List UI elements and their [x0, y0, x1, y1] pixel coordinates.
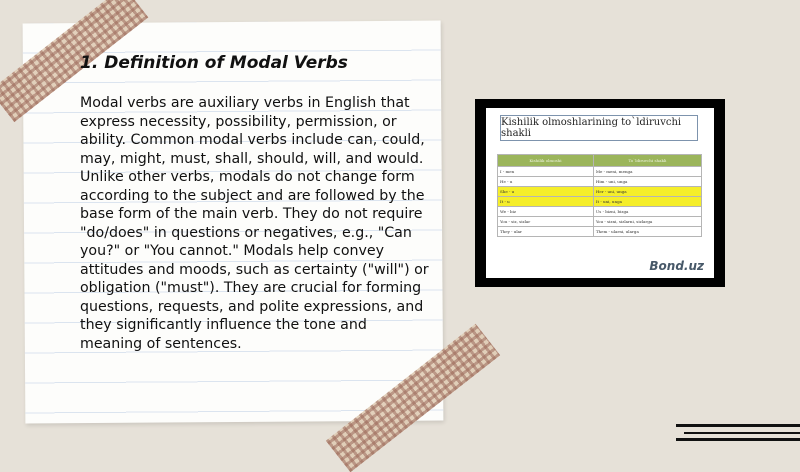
table-header-cell: To`ldiruvchi shakli [593, 155, 701, 167]
decorative-lines [676, 424, 800, 444]
table-cell: He - u [498, 177, 594, 187]
decorative-line [684, 432, 800, 434]
watermark-logo: Bond.uz [649, 259, 704, 273]
table-cell: We - biz [498, 207, 594, 217]
page-title: 1. Definition of Modal Verbs [80, 53, 348, 73]
table-row-highlighted [498, 187, 702, 197]
table-cell: Him - uni, unga [593, 177, 701, 187]
table-row [498, 177, 702, 187]
table-cell: It - uni, unga [593, 197, 701, 207]
body-paragraph: Modal verbs are auxiliary verbs in English that express necessity, possibility, permission, or ability. Common modal verbs include can, could, may, might, must, shall, should, will, and would. Unlike other verbs, modals do not change form according to the subject and are followed by the base form of the main verb. They do not require "do/does" in questions or negatives, e.g., "Can you?" or "You cannot." Modals help convey attitudes and moods, such as certainty ("will") or obligation ("must"). They are crucial for forming questions, requests, and polite expressions, and they significantly influence the tone and meaning of sentences. [80, 95, 429, 352]
table-header-cell: Kishilik olmoshi [498, 155, 594, 167]
table-row [498, 217, 702, 227]
decorative-line [676, 424, 800, 427]
slide-heading: Kishilik olmoshlarining to`ldiruvchi shakli [500, 115, 698, 141]
table-cell: Them - ularni, ularga [593, 227, 701, 237]
pronoun-table [497, 154, 702, 237]
table-cell: Me - meni, menga [593, 167, 701, 177]
table-row [498, 227, 702, 237]
table-cell: She - u [498, 187, 594, 197]
table-cell: It - u [498, 197, 594, 207]
table-header-row [498, 155, 702, 167]
table-row-highlighted [498, 197, 702, 207]
slide-image [475, 99, 725, 287]
decorative-line [676, 438, 800, 441]
table-row [498, 167, 702, 177]
table-row [498, 207, 702, 217]
table-cell: They - ular [498, 227, 594, 237]
table-cell: I - men [498, 167, 594, 177]
table-cell: You - sizni, sizlarni, sizlarga [593, 217, 701, 227]
table-cell: You - siz, sizlar [498, 217, 594, 227]
slide-content [486, 108, 714, 278]
table-cell: Her - uni, unga [593, 187, 701, 197]
table-cell: Us - bizni, bizga [593, 207, 701, 217]
